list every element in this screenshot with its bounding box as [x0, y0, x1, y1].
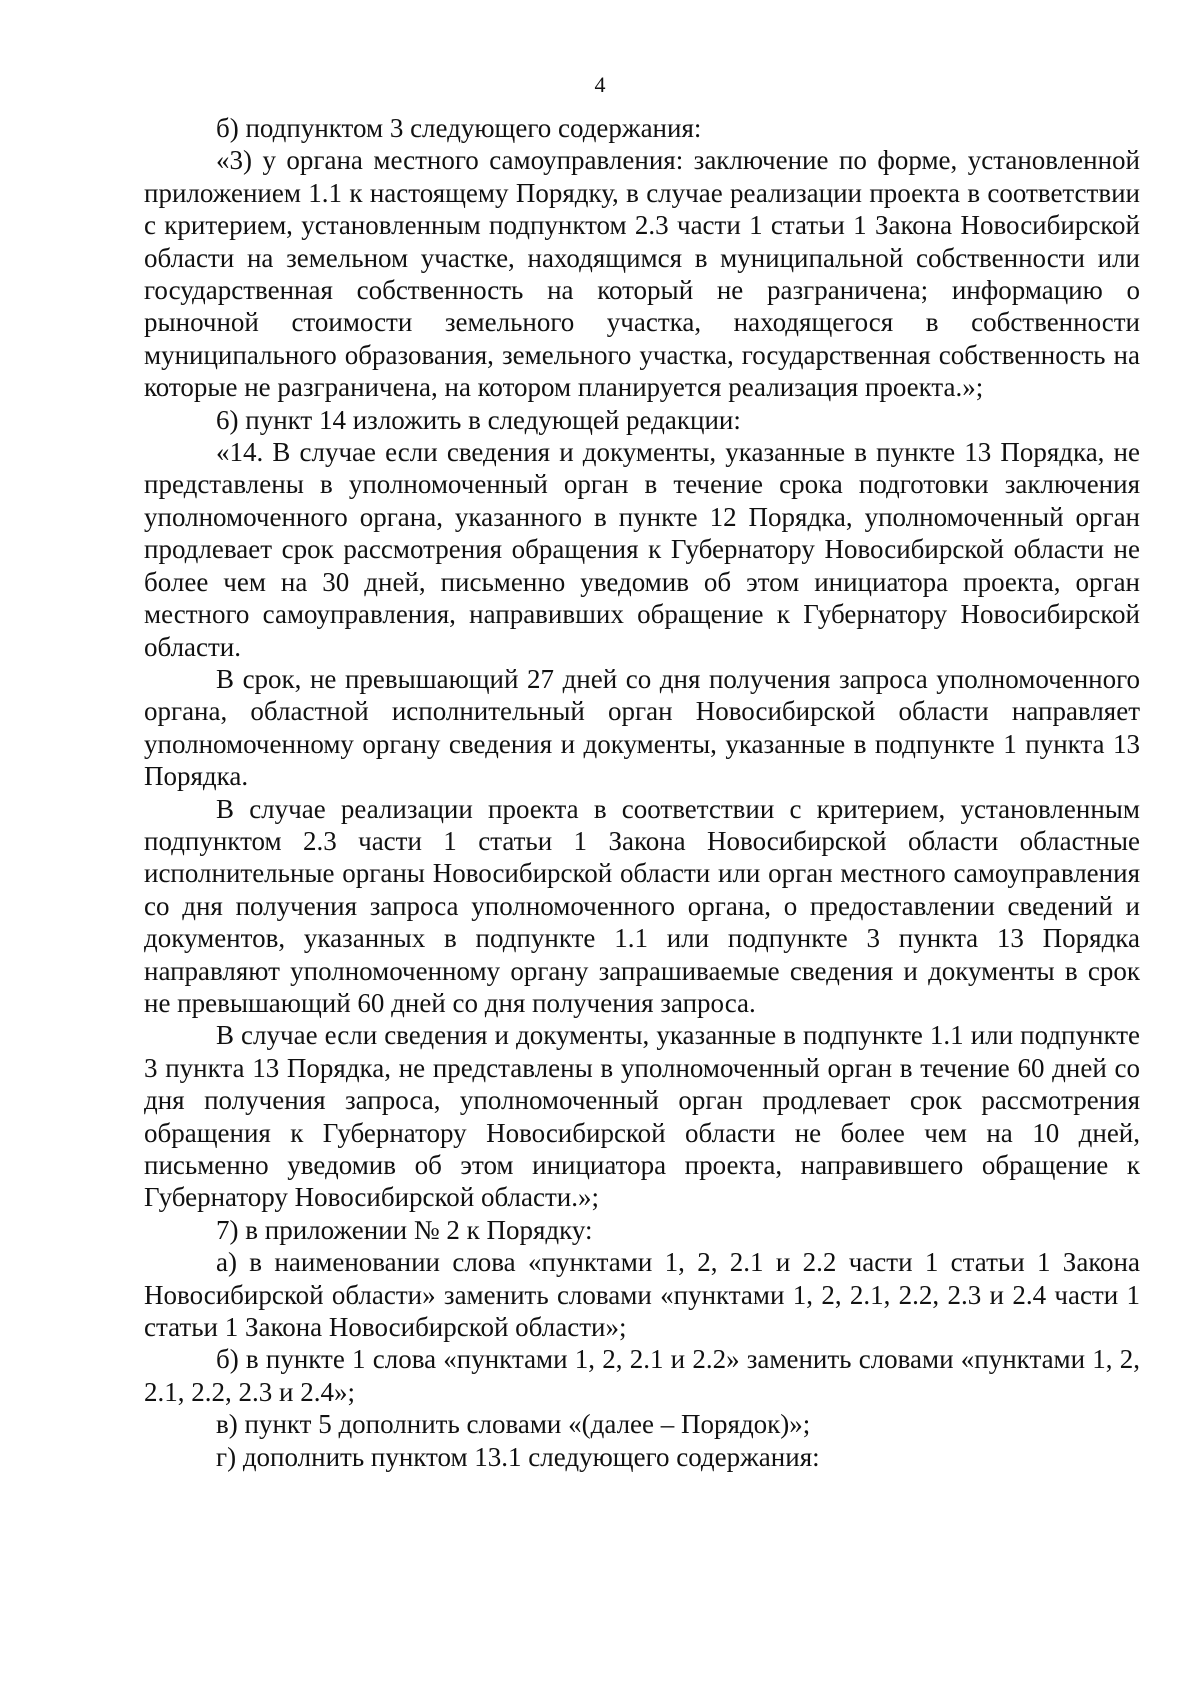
paragraph: г) дополнить пунктом 13.1 следующего содержания:: [216, 1441, 820, 1472]
page-number: 4: [594, 72, 606, 97]
paragraph: б) подпунктом 3 следующего содержания:: [216, 113, 702, 143]
paragraph: В случае если сведения и документы, указанные в подпункте 1.1 или подпункте 3 пункта 13 Порядка, не представлены в уполномоченный орган в течение 60 дней со дня получения запроса, уполномоченный орган продлевает срок рассмотрения обращения к Губернатору Новосибирской области не более чем на 10 дней, письменно уведомив об этом инициатора проекта, направившего обращение к Губернатору Новосибирской области.»;: [144, 1020, 1140, 1213]
paragraph: В срок, не превышающий 27 дней со дня получения запроса уполномоченного органа, областной исполнительный орган Новосибирской области направляет уполномоченному органу сведения и документы, указанные в подпункте 1 пункта 13 Порядка.: [144, 663, 1140, 792]
paragraph: В случае реализации проекта в соответствии с критерием, установленным подпунктом 2.3 части 1 статьи 1 Закона Новосибирской области областные исполнительные органы Новосибирской области или орган местного самоуправления со дня получения запроса уполномоченного органа, о предоставлении сведений и документов, указанных в подпункте 1.1 или подпункте 3 пункта 13 Порядка направляют уполномоченному органу запрашиваемые сведения и документы в срок не превышающий 60 дней со дня получения запроса.: [144, 793, 1140, 1018]
paragraph: в) пункт 5 дополнить словами «(далее – Порядок)»;: [216, 1409, 811, 1440]
paragraph: «14. В случае если сведения и документы, указанные в пункте 13 Порядка, не представлены в уполномоченный орган в течение срока подготовки заключения уполномоченного органа, указанного в пункте 12 Порядка, уполномоченный орган продлевает срок рассмотрения обращения к Губернатору Новосибирской области не более чем на 30 дней, письменно уведомив об этом инициатора проекта, орган местного самоуправления, направивших обращение к Губернатору Новосибирской области.: [144, 437, 1140, 662]
paragraph: б) в пункте 1 слова «пунктами 1, 2, 2.1 и 2.2» заменить словами «пунктами 1, 2, 2.1, 2.2, 2.3 и 2.4»;: [144, 1344, 1140, 1407]
paragraph: 7) в приложении № 2 к Порядку:: [216, 1214, 593, 1245]
paragraph: «3) у органа местного самоуправления: заключение по форме, установленной приложением 1.1 к настоящему Порядку, в случае реализации проекта в соответствии с критерием, установленным подпунктом 2.3 части 1 статьи 1 Закона Новосибирской области на земельном участке, находящимся в муниципальной собственности или государственная собственность на который не разграничена; информацию о рыночной стоимости земельного участка, находящегося в собственности муниципального образования, земельного участка, государственная собственность на которые не разграничена, на котором планируется реализация проекта.»;: [144, 145, 1140, 403]
paragraph: а) в наименовании слова «пунктами 1, 2, 2.1 и 2.2 части 1 статьи 1 Закона Новосибирской области» заменить словами «пунктами 1, 2, 2.1, 2.2, 2.3 и 2.4 части 1 статьи 1 Закона Новосибирской области»;: [144, 1247, 1140, 1343]
paragraph: 6) пункт 14 изложить в следующей редакции:: [216, 404, 741, 435]
document-body: [144, 112, 1140, 1473]
